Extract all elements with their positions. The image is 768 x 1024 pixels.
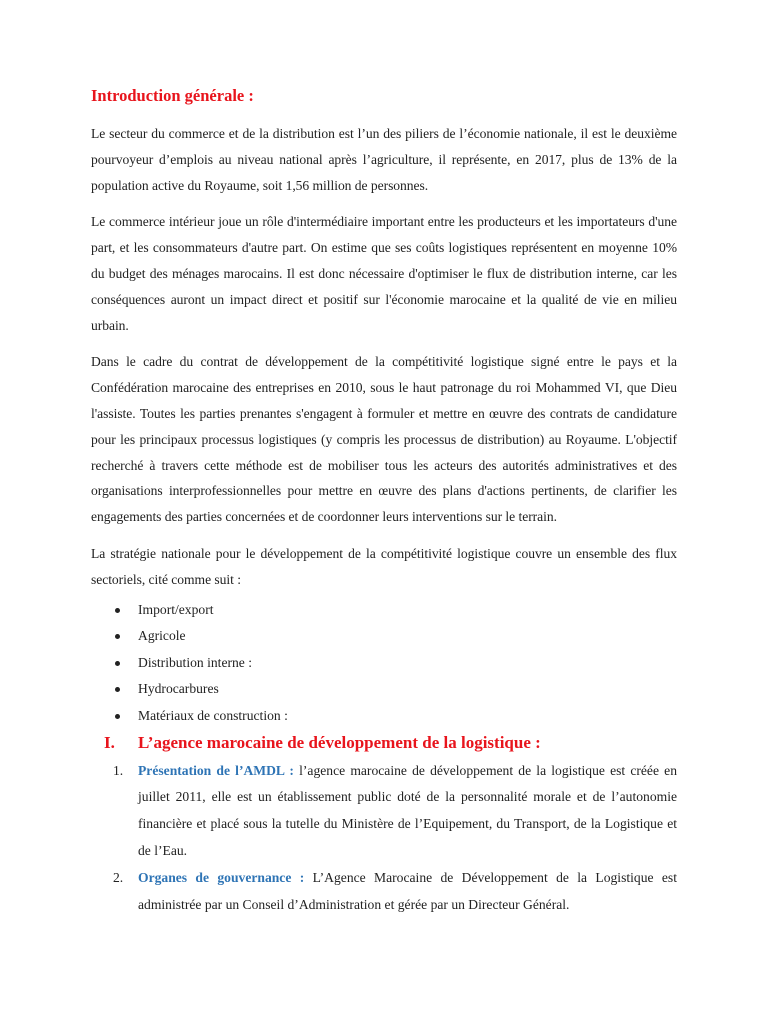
intro-paragraph-1: Le secteur du commerce et de la distribution est l’un des piliers de l’économie nationale, il est le deuxième pourvoyeur d’emplois au niveau national après l’agriculture, il représente, en 2017, plus de 13% de la population active du Royaume, soit 1,56 million de personnes. bbox=[91, 126, 677, 193]
bullet-icon bbox=[115, 634, 120, 639]
section-1-heading bbox=[91, 730, 677, 756]
item-label: Organes de gouvernance : bbox=[138, 869, 305, 885]
list-item-text: Distribution interne : bbox=[138, 654, 253, 670]
list-item-text: Hydrocarbures bbox=[138, 681, 219, 697]
section-1-number: I. bbox=[104, 732, 115, 752]
intro-paragraph-2: Le commerce intérieur joue un rôle d'intermédiaire important entre les producteurs et les importateurs d'une part, et les consommateurs d'autre part. On estime que ses coûts logistiques représentent en moyenne 10% du budget des ménages marocains. Il est donc nécessaire d'optimiser le flux de distribution interne, car les conséquences auront un impact direct et positif sur l'économie marocaine et la qualité de vie en milieu urbain. bbox=[91, 214, 677, 333]
list-item bbox=[91, 676, 677, 703]
bullet-icon bbox=[115, 608, 120, 613]
list-item-text: Matériaux de construction : bbox=[138, 707, 288, 723]
section-1-list bbox=[91, 758, 677, 919]
section-1-title: L’agence marocaine de développement de la logistique : bbox=[138, 732, 541, 752]
item-number: 2. bbox=[113, 869, 124, 885]
item-label: Présentation de l’AMDL : bbox=[138, 762, 294, 778]
bullet-icon bbox=[115, 687, 120, 692]
list-item bbox=[91, 597, 677, 624]
intro-paragraph-3: Dans le cadre du contrat de développement de la compétitivité logistique signé entre le pays et la Confédération marocaine des entreprises en 2010, sous le haut patronage du roi Mohammed VI, que Dieu l'assiste. Toutes les parties prenantes s'engagent à formuler et mettre en œuvre des contrats de candidature pour les principaux processus logistiques (y compris les processus de distribution) au Royaume. L'objectif recherché à travers cette méthode est de mobiliser tous les acteurs des autorités administratives et des organisations interprofessionnelles pour mettre en œuvre des plans d'actions pertinents, de clarifier les engagements des parties concernées et de coordonner leurs interventions sur le terrain. bbox=[91, 354, 677, 525]
list-item bbox=[91, 650, 677, 677]
item-number: 1. bbox=[113, 762, 124, 778]
item-text: L’Agence Marocaine de Développement de la Logistique est administrée par un Conseil d’Administration et gérée par un Directeur Général. bbox=[138, 869, 677, 912]
intro-paragraph-4: La stratégie nationale pour le développement de la compétitivité logistique couvre un ensemble des flux sectoriels, cité comme suit : bbox=[91, 545, 677, 587]
document-page bbox=[91, 84, 677, 918]
list-item-governance bbox=[91, 865, 677, 919]
list-item bbox=[91, 703, 677, 730]
sector-flow-list bbox=[91, 597, 677, 730]
list-item-text: Agricole bbox=[138, 628, 186, 644]
intro-title: Introduction générale : bbox=[91, 86, 254, 105]
bullet-icon bbox=[115, 714, 120, 719]
list-item bbox=[91, 623, 677, 650]
list-item-amdl-presentation bbox=[91, 758, 677, 865]
item-text: l’agence marocaine de développement de la logistique est créée en juillet 2011, elle est un établissement public doté de la personnalité morale et de l’autonomie financière et placé sous la tutelle du Ministère de l’Equipement, du Transport, de la Logistique et de l’Eau. bbox=[138, 762, 677, 858]
bullet-icon bbox=[115, 661, 120, 666]
list-item-text: Import/export bbox=[138, 601, 214, 617]
